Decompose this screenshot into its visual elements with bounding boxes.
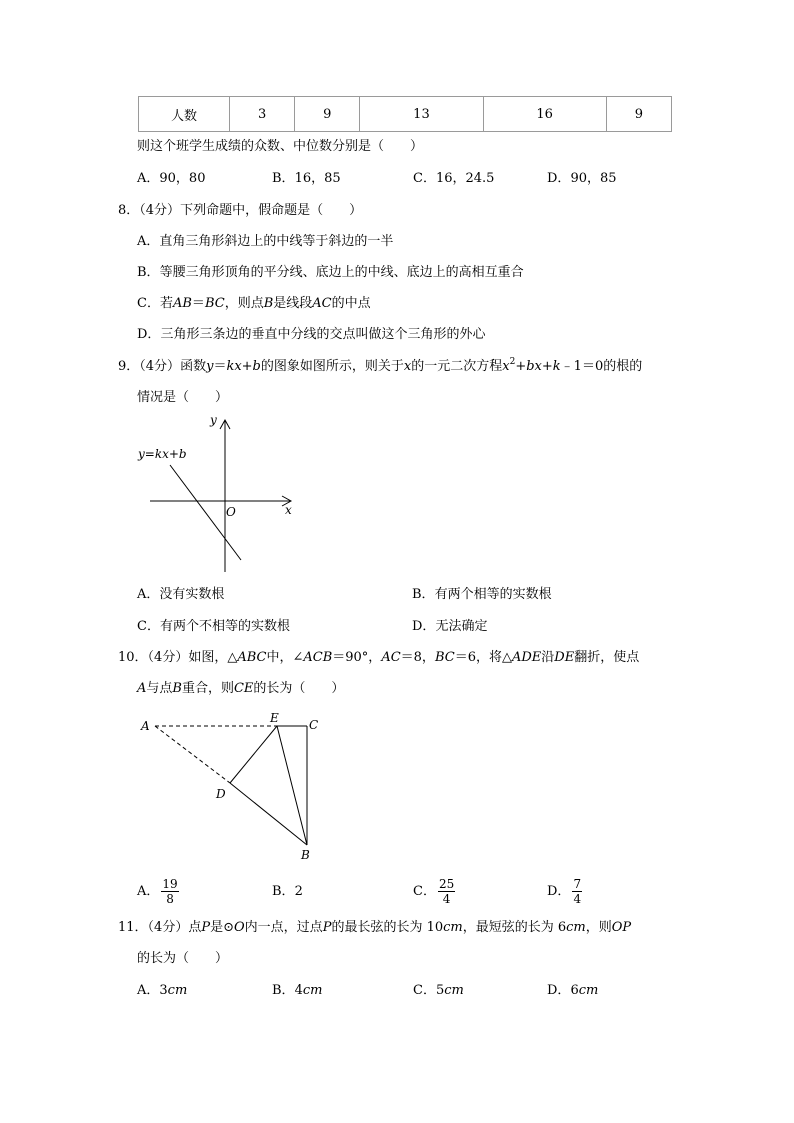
fraction: $\frac{25}{4}$ bbox=[438, 877, 455, 906]
q9-option-a[interactable]: A．没有实数根 bbox=[137, 587, 225, 602]
score-table bbox=[138, 96, 672, 132]
q7-stem: 则这个班学生成绩的众数、中位数分别是（ ） bbox=[137, 139, 424, 154]
segment-ad bbox=[155, 726, 230, 783]
q7-option-b[interactable]: B．16，85 bbox=[272, 171, 341, 186]
table-row bbox=[139, 97, 672, 132]
point-e-label: E bbox=[270, 711, 279, 725]
q10-option-d[interactable]: D． $\frac{7}{4}$ bbox=[547, 877, 582, 906]
q9-stem: 9．（4分）函数y＝kx+b的图象如图所示，则关于x的一元二次方程$x^2+bx+k﹣1=0$的根的 bbox=[118, 357, 643, 374]
segment-eb bbox=[277, 726, 307, 845]
q7-option-a[interactable]: A．90，80 bbox=[137, 171, 206, 186]
table-cell: 3 bbox=[230, 97, 295, 132]
segment-db bbox=[230, 783, 307, 845]
q10-figure bbox=[130, 708, 330, 870]
q11-option-a[interactable]: A．3cm bbox=[137, 983, 188, 998]
q9-stem-line2: 情况是（ ） bbox=[137, 390, 229, 405]
table-cell: 9 bbox=[606, 97, 671, 132]
q7-option-c[interactable]: C．16，24.5 bbox=[413, 171, 495, 186]
q11-stem: 11．（4分）点P是⊙O内一点，过点P的最长弦的长为 10cm，最短弦的长为 6cm，则OP bbox=[118, 920, 632, 935]
q9-graph bbox=[130, 410, 310, 580]
origin-label: O bbox=[226, 505, 236, 519]
q9-option-b[interactable]: B．有两个相等的实数根 bbox=[412, 587, 552, 602]
q7-option-d[interactable]: D．90，85 bbox=[547, 171, 617, 186]
table-cell: 13 bbox=[360, 97, 483, 132]
q9-option-c[interactable]: C．有两个不相等的实数根 bbox=[137, 619, 290, 634]
q11-option-c[interactable]: C．5cm bbox=[413, 983, 464, 998]
q10-option-b[interactable]: B．2 bbox=[272, 884, 303, 899]
fraction: $\frac{19}{8}$ bbox=[162, 877, 178, 906]
table-cell: 9 bbox=[295, 97, 360, 132]
point-b-label: B bbox=[301, 848, 310, 862]
point-a-label: A bbox=[141, 719, 150, 733]
q10-stem-line2: A与点B重合，则CE的长为（ ） bbox=[137, 681, 345, 696]
q10-stem: 10．（4分）如图，△ABC中，∠ACB＝90°，AC＝8，BC＝6，将△ADE沿DE翻折，使点 bbox=[118, 650, 640, 665]
point-d-label: D bbox=[216, 787, 226, 801]
q9-option-d[interactable]: D．无法确定 bbox=[412, 619, 488, 634]
point-c-label: C bbox=[309, 718, 319, 732]
q8-option-b[interactable]: B．等腰三角形顶角的平分线、底边上的中线、底边上的高相互重合 bbox=[137, 265, 524, 280]
segment-ed bbox=[230, 726, 277, 783]
q10-option-a[interactable]: A． $\frac{19}{8}$ bbox=[137, 877, 178, 906]
q10-option-c[interactable]: C． $\frac{25}{4}$ bbox=[413, 877, 455, 906]
q8-stem: 8．（4分）下列命题中，假命题是（ ） bbox=[118, 203, 363, 218]
y-axis-label: y bbox=[210, 413, 217, 427]
table-header-cell: 人数 bbox=[139, 97, 230, 132]
q8-option-c[interactable]: C．若AB＝BC，则点B是线段AC的中点 bbox=[137, 296, 371, 311]
q8-option-d[interactable]: D．三角形三条边的垂直中分线的交点叫做这个三角形的外心 bbox=[137, 327, 486, 342]
function-label: y=kx+b bbox=[138, 447, 187, 461]
table-cell: 16 bbox=[483, 97, 606, 132]
q8-option-a[interactable]: A．直角三角形斜边上的中线等于斜边的一半 bbox=[137, 234, 394, 249]
q11-option-b[interactable]: B．4cm bbox=[272, 983, 323, 998]
q11-stem-line2: 的长为（ ） bbox=[137, 951, 229, 966]
q11-option-d[interactable]: D．6cm bbox=[547, 983, 599, 998]
x-axis-label: x bbox=[285, 503, 292, 517]
fraction: $\frac{7}{4}$ bbox=[573, 877, 582, 906]
